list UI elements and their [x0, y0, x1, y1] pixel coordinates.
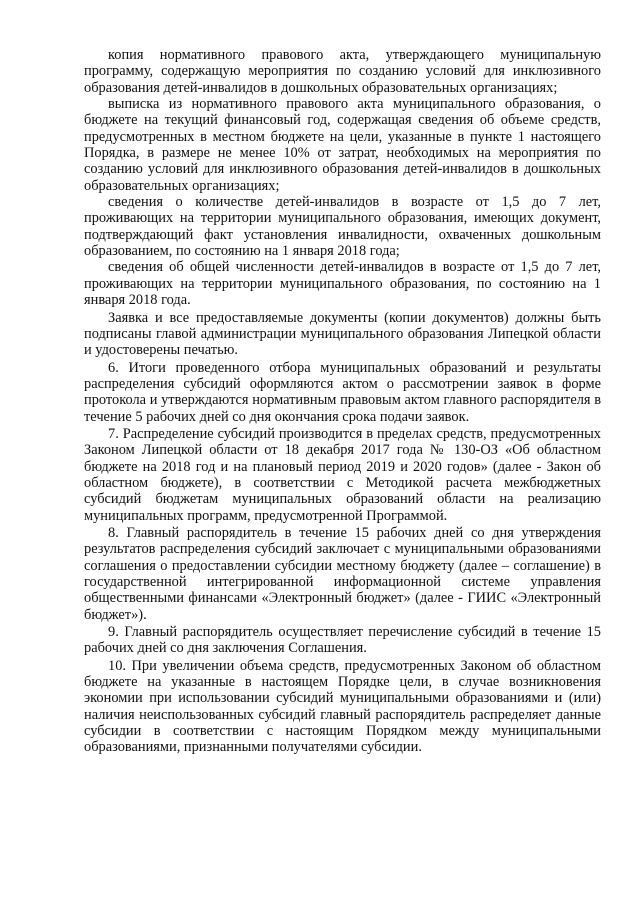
paragraph-item-9: 9. Главный распорядитель осуществляет перечисление субсидий в течение 15 рабочих дней со дня заключения Соглашения. [84, 624, 601, 657]
paragraph-budget-extract: выписка из нормативного правового акта муниципального образования, о бюджете на текущий финансовый год, содержащая сведения об объеме средств, предусмотренных в местном бюджете на цели, указанные в пункте 1 настоящего Порядка, в размере не менее 10% от затрат, необходимых на мероприятия по созданию условий для инклюзивного образования детей-инвалидов в дошкольных образовательных организациях; [84, 96, 601, 194]
paragraph-npa-copy: копия нормативного правового акта, утверждающего муниципальную программу, содержащую мероприятия по созданию условий для инклюзивного образования детей-инвалидов в дошкольных образовательных организациях; [84, 47, 601, 96]
paragraph-item-7: 7. Распределение субсидий производится в пределах средств, предусмотренных Законом Липецкой области от 18 декабря 2017 года № 130-ОЗ «Об областном бюджете на 2018 год и на плановый период 2019 и 2020 годов» (далее - Закон об областном бюджете), в соответствии с Методикой расчета межбюджетных субсидий бюджетам муниципальных образований области на реализацию муниципальных программ, предусмотренной Программой. [84, 425, 601, 524]
paragraph-item-10: 10. При увеличении объема средств, предусмотренных Законом об областном бюджете на указанные в настоящем Порядке цели, в случае возникновения экономии при использовании субсидий муниципальными образованиями и (или) наличия неиспользованных субсидий главный распорядитель распределяет данные субсидии в соответствии с настоящим Порядком между муниципальными образованиями, признанными получателями субсидии. [84, 657, 601, 756]
paragraph-item-6: 6. Итоги проведенного отбора муниципальных образований и результаты распределения субсидий оформляются актом о рассмотрении заявок в форме протокола и утверждаются нормативным правовым актом главного распорядителя в течение 5 рабочих дней со дня окончания срока подачи заявок. [84, 359, 601, 425]
paragraph-item-8: 8. Главный распорядитель в течение 15 рабочих дней со дня утверждения результатов распределения субсидий заключает с муниципальными образованиями соглашения о предоставлении субсидии местному бюджету (далее – соглашение) в государственной интегрированной информационной системе управления общественными финансами «Электронный бюджет» (далее - ГИИС «Электронный бюджет»). [84, 524, 601, 623]
document-page [84, 47, 601, 756]
paragraph-children-count: сведения о количестве детей-инвалидов в возрасте от 1,5 до 7 лет, проживающих на территории муниципального образования, имеющих документ, подтверждающий факт установления инвалидности, охваченных дошкольным образованием, по состоянию на 1 января 2018 года; [84, 194, 601, 260]
paragraph-application-signature: Заявка и все предоставляемые документы (копии документов) должны быть подписаны главой администрации муниципального образования Липецкой области и удостоверены печатью. [84, 309, 601, 359]
paragraph-children-total: сведения об общей численности детей-инвалидов в возрасте от 1,5 до 7 лет, проживающих на территории муниципального образования, по состоянию на 1 января 2018 года. [84, 259, 601, 309]
